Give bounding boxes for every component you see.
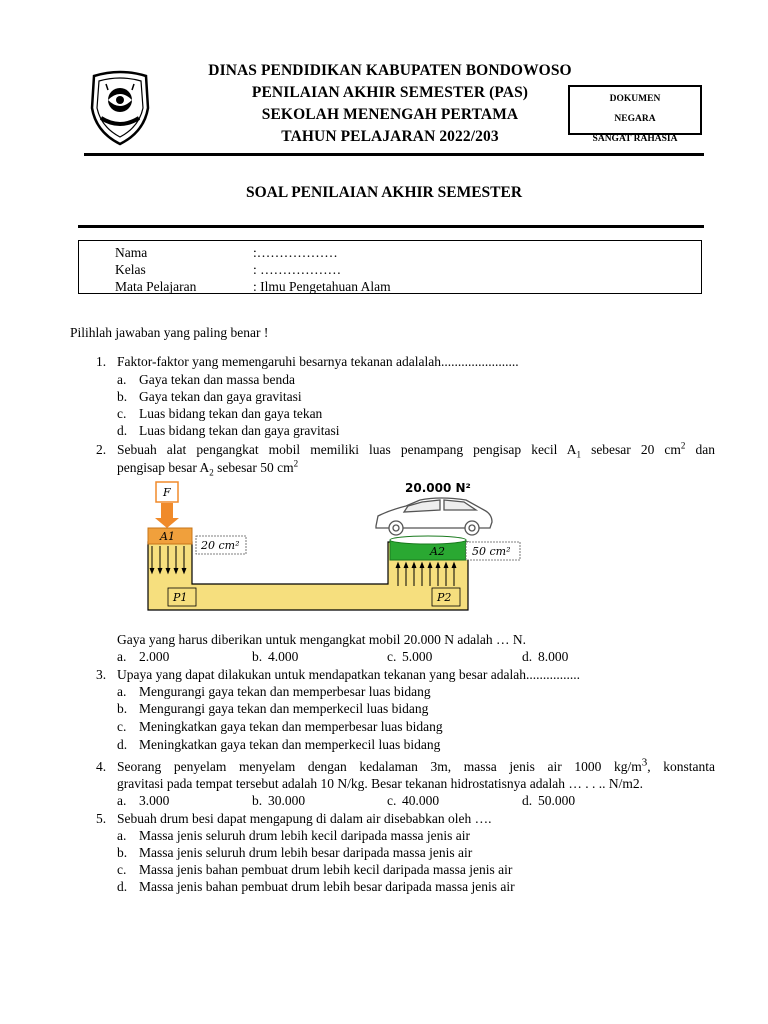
option-text: Luas bidang tekan dan gaya gravitasi	[139, 423, 340, 438]
option-text: 8.000	[538, 649, 569, 664]
option-letter: d.	[522, 649, 533, 664]
piston-large-label: A2	[430, 545, 445, 558]
doc-box-line: DOKUMEN	[609, 94, 661, 104]
p1-label: P1	[173, 591, 188, 604]
school-emblem-logo	[86, 70, 154, 146]
option-letter: c.	[387, 649, 397, 664]
option-letter: b.	[252, 649, 263, 664]
identity-label: Mata Pelajaran	[115, 279, 197, 294]
option-letter: b.	[252, 793, 263, 808]
option-letter: a.	[117, 828, 127, 843]
identity-value: :………………	[253, 245, 338, 260]
question-text: Upaya yang dapat dilakukan untuk mendapatkan tekanan yang besar adalah................	[117, 667, 580, 682]
large-piston-top	[390, 536, 466, 544]
option-text: Luas bidang tekan dan gaya tekan	[139, 406, 323, 421]
question-text-line-1	[117, 758, 715, 775]
option-text: 50.000	[538, 793, 576, 808]
superscript: 2	[680, 440, 686, 451]
option-text: 30.000	[268, 793, 306, 808]
header-line-agency: DINAS PENDIDIKAN KABUPATEN BONDOWOSO	[208, 62, 572, 79]
option-text: 2.000	[139, 649, 170, 664]
option-letter: c.	[387, 793, 397, 808]
option-letter: b.	[117, 389, 128, 404]
option-letter: a.	[117, 684, 127, 699]
p2-label: P2	[437, 591, 452, 604]
option-letter: d.	[522, 793, 533, 808]
identity-value: : Ilmu Pengetahuan Alam	[253, 279, 391, 294]
doc-box-line: SANGAT RAHASIA	[592, 134, 678, 144]
option-text: Massa jenis bahan pembuat drum lebih besar daripada massa jenis air	[139, 879, 515, 894]
identity-row-class	[115, 261, 341, 278]
car-illustration	[376, 498, 492, 535]
header-line-year: TAHUN PELAJARAN 2022/203	[281, 128, 499, 145]
option-text: Massa jenis seluruh drum lebih kecil daripada massa jenis air	[139, 828, 471, 843]
option-letter: d.	[117, 423, 128, 438]
option-text: Massa jenis bahan pembuat drum lebih kecil daripada massa jenis air	[139, 862, 513, 877]
header-line-school: SEKOLAH MENENGAH PERTAMA	[261, 106, 519, 123]
identity-label: Kelas	[115, 262, 146, 277]
option-text: Gaya tekan dan gaya gravitasi	[139, 389, 302, 404]
question-number: 4.	[96, 759, 107, 774]
identity-row-name	[115, 244, 338, 261]
option-text: 40.000	[402, 793, 440, 808]
question-text-line-2	[117, 459, 715, 476]
text-run: sebesar 20 cm	[581, 442, 681, 457]
option-letter: b.	[117, 845, 128, 860]
subscript: 2	[209, 467, 214, 478]
area-small-label: 20 cm²	[201, 539, 240, 552]
identity-label: Nama	[115, 245, 148, 260]
doc-box-line: NEGARA	[614, 114, 656, 124]
text-run: pengisap besar A	[117, 460, 210, 475]
text-run: Sebuah alat pengangkat mobil memiliki luas penampang pengisap kecil A	[117, 442, 577, 457]
title-divider	[78, 225, 704, 228]
option-text: Meningkatkan gaya tekan dan memperkecil luas bidang	[139, 737, 441, 752]
option-letter: c.	[117, 406, 127, 421]
option-letter: c.	[117, 719, 127, 734]
text-run: sebesar 50 cm	[213, 460, 294, 475]
option-letter: d.	[117, 737, 128, 752]
question-number: 5.	[96, 811, 107, 826]
header-divider	[84, 153, 704, 156]
question-text: Faktor-faktor yang memengaruhi besarnya tekanan adalalah.......................	[117, 354, 519, 369]
subscript: 1	[576, 449, 581, 460]
option-text: Meningkatkan gaya tekan dan memperbesar luas bidang	[139, 719, 443, 734]
option-letter: a.	[117, 793, 127, 808]
option-text: 5.000	[402, 649, 433, 664]
piston-small-label: A1	[160, 530, 175, 543]
identity-row-subject	[115, 278, 391, 295]
option-text: Massa jenis seluruh drum lebih besar daripada massa jenis air	[139, 845, 473, 860]
force-label: F	[163, 486, 171, 499]
option-text: 3.000	[139, 793, 170, 808]
text-run: dan	[685, 442, 715, 457]
document-classification-box	[568, 85, 702, 144]
option-letter: d.	[117, 879, 128, 894]
question-number: 1.	[96, 354, 107, 369]
force-arrow	[155, 503, 179, 528]
identity-value: : ………………	[253, 262, 342, 277]
question-text-line-1	[117, 441, 715, 458]
option-text: Mengurangi gaya tekan dan memperbesar luas bidang	[139, 684, 431, 699]
option-text: Mengurangi gaya tekan dan memperkecil luas bidang	[139, 701, 429, 716]
student-identity-box	[78, 240, 702, 294]
superscript: 2	[293, 458, 299, 469]
question-text-line-2: gravitasi pada tempat tersebut adalah 10 N/kg. Besar tekanan hidrostatisnya adalah … . . .. N/m2.	[117, 776, 643, 791]
page-title: SOAL PENILAIAN AKHIR SEMESTER	[245, 184, 523, 201]
option-letter: c.	[117, 862, 127, 877]
question-text: Sebuah drum besi dapat mengapung di dalam air disebabkan oleh ….	[117, 811, 492, 826]
hydraulic-lift-diagram	[140, 476, 530, 622]
question-text: Gaya yang harus diberikan untuk mengangkat mobil 20.000 N adalah … N.	[117, 632, 527, 647]
option-letter: a.	[117, 372, 127, 387]
header-line-exam: PENILAIAN AKHIR SEMESTER (PAS)	[251, 84, 529, 101]
instruction-text: Pilihlah jawaban yang paling benar !	[70, 325, 269, 340]
question-number: 2.	[96, 442, 107, 457]
option-text: 4.000	[268, 649, 299, 664]
option-text: Gaya tekan dan massa benda	[139, 372, 295, 387]
text-run: Seorang penyelam menyelam dengan kedalaman 3m, massa jenis air 1000 kg/m	[117, 759, 642, 774]
text-run: , konstanta	[647, 759, 715, 774]
option-letter: b.	[117, 701, 128, 716]
superscript: 3	[641, 756, 648, 769]
area-large-label: 50 cm²	[472, 545, 511, 558]
question-number: 3.	[96, 667, 107, 682]
car-weight-label: 20.000 N²	[405, 481, 471, 495]
option-letter: a.	[117, 649, 127, 664]
